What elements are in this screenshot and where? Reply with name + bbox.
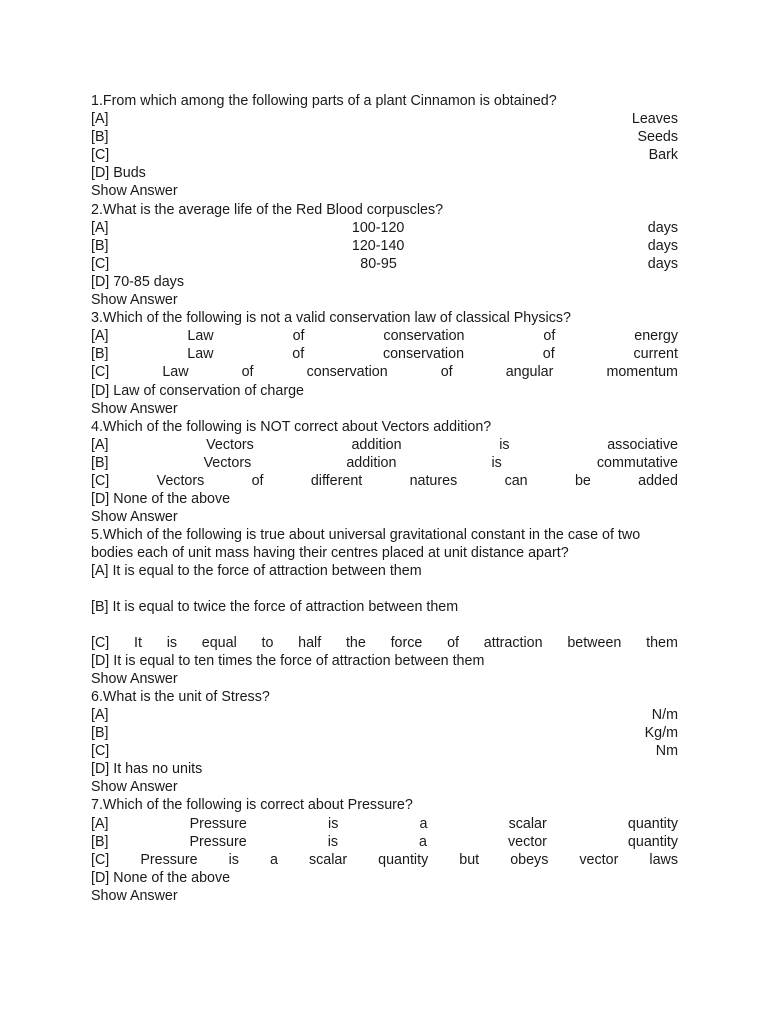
option-word: [A]	[91, 219, 109, 236]
q3-option-d: [D] Law of conservation of charge	[91, 382, 304, 399]
option-word: of	[543, 328, 556, 345]
option-word: of	[447, 634, 460, 651]
option-word: [A]	[91, 436, 109, 453]
question-3: 3.Which of the following is not a valid conservation law of classical Physics?	[91, 310, 571, 327]
option-word: 120-140	[351, 237, 405, 254]
option-word: is	[327, 833, 339, 850]
option-word: is	[499, 436, 510, 453]
q6-show-answer-link[interactable]: Show Answer	[91, 779, 178, 796]
option-word: half	[298, 634, 322, 651]
q3-option-c	[91, 363, 678, 381]
option-word: but	[459, 851, 480, 868]
q1-show-answer-link[interactable]: Show Answer	[91, 183, 178, 200]
option-word: [A]	[91, 328, 109, 345]
option-word: [C]	[91, 364, 110, 381]
option-word: Pressure	[140, 851, 198, 868]
q7-option-d: [D] None of the above	[91, 869, 231, 886]
option-word: conservation	[383, 328, 465, 345]
option-word: energy	[634, 328, 678, 345]
option-word: days	[647, 255, 678, 272]
q6-option-b	[91, 724, 678, 742]
question-7: 7.Which of the following is correct about Pressure?	[91, 797, 413, 814]
option-word: days	[647, 237, 678, 254]
q1-option-d: [D] Buds	[91, 165, 146, 182]
q1-option-b	[91, 128, 678, 146]
q7-option-b	[91, 833, 678, 851]
q5-option-a: [A] It is equal to the force of attraction between them	[91, 563, 422, 580]
q5-option-b: [B] It is equal to twice the force of attraction between them	[91, 599, 459, 616]
option-word: is	[491, 454, 502, 471]
option-word: momentum	[606, 364, 678, 381]
option-word: of	[440, 364, 453, 381]
option-word: of	[542, 346, 555, 363]
q2-option-a	[91, 219, 678, 237]
option-word: scalar	[508, 815, 547, 832]
q6-option-c	[91, 742, 678, 760]
option-word: of	[292, 328, 305, 345]
q7-option-a	[91, 815, 678, 833]
question-2: 2.What is the average life of the Red Blood corpuscles?	[91, 201, 444, 218]
option-word: laws	[649, 851, 678, 868]
q1-option-a	[91, 110, 678, 128]
option-word: of	[251, 472, 264, 489]
option-word: current	[633, 346, 678, 363]
option-word: force	[390, 634, 423, 651]
option-word: scalar	[308, 851, 348, 868]
option-word: a	[419, 833, 427, 850]
option-word: to	[261, 634, 274, 651]
option-word: be	[574, 472, 591, 489]
q4-option-c	[91, 472, 678, 490]
option-word: Law	[162, 364, 189, 381]
option-word: [B]	[91, 346, 109, 363]
option-word: [C]	[91, 147, 110, 164]
option-word: is	[166, 634, 178, 651]
option-word: of	[241, 364, 254, 381]
q6-option-d: [D] It has no units	[91, 761, 203, 778]
option-word: [A]	[91, 707, 109, 723]
q2-option-d: [D] 70-85 days	[91, 273, 184, 290]
option-word: Law	[187, 328, 214, 345]
option-word: conservation	[382, 346, 465, 363]
option-word: a	[269, 851, 278, 868]
q3-option-b	[91, 345, 678, 363]
option-word: Pressure	[189, 815, 247, 832]
option-word: quantity	[627, 833, 678, 850]
option-word: [B]	[91, 129, 109, 146]
option-word: quantity	[627, 815, 678, 832]
option-word: natures	[409, 472, 458, 489]
q7-show-answer-link[interactable]: Show Answer	[91, 887, 178, 904]
option-word: Law	[187, 346, 214, 363]
option-word: obeys	[510, 851, 549, 868]
option-word: quantity	[378, 851, 429, 868]
q4-option-d: [D] None of the above	[91, 491, 231, 508]
option-word: Seeds	[637, 129, 678, 146]
option-word: [C]	[91, 851, 110, 868]
q2-option-b	[91, 237, 678, 255]
option-word: addition	[351, 436, 402, 453]
option-word: [B]	[91, 833, 109, 850]
option-word: [B]	[91, 237, 109, 254]
option-word: Leaves	[631, 111, 678, 128]
option-word: [C]	[91, 634, 110, 651]
quiz-document	[91, 92, 678, 905]
option-word: is	[328, 815, 339, 832]
option-word: It	[134, 634, 142, 651]
option-word: [A]	[91, 815, 109, 832]
q5-option-c	[91, 634, 678, 652]
question-1: 1.From which among the following parts of a plant Cinnamon is obtained?	[91, 93, 557, 109]
option-word: Kg/m	[644, 725, 678, 742]
question-6: 6.What is the unit of Stress?	[91, 688, 270, 705]
option-word: angular	[505, 364, 554, 381]
q4-show-answer-link[interactable]: Show Answer	[91, 509, 178, 526]
option-word: commutative	[596, 454, 678, 471]
option-word: different	[310, 472, 363, 489]
option-word: Bark	[648, 147, 678, 164]
option-word: is	[228, 851, 239, 868]
question-4: 4.Which of the following is NOT correct about Vectors addition?	[91, 418, 492, 435]
q5-option-d: [D] It is equal to ten times the force of attraction between them	[91, 652, 485, 669]
option-word: equal	[201, 634, 237, 651]
option-word: Nm	[655, 743, 678, 760]
option-word: Pressure	[189, 833, 247, 850]
option-word: conservation	[306, 364, 388, 381]
option-word: them	[646, 634, 678, 651]
option-word: a	[419, 815, 428, 832]
option-word: between	[567, 634, 622, 651]
option-word: 100-120	[351, 219, 405, 236]
option-word: [B]	[91, 725, 109, 742]
option-word: [C]	[91, 255, 110, 272]
option-word: can	[504, 472, 528, 489]
option-word: associative	[607, 436, 678, 453]
q7-option-c	[91, 851, 678, 869]
option-word: N/m	[651, 707, 678, 723]
q2-option-c	[91, 255, 678, 273]
q4-option-b	[91, 454, 678, 472]
option-word: vector	[507, 833, 547, 850]
option-word: Vectors	[206, 436, 254, 453]
q1-option-c	[91, 146, 678, 164]
option-word: of	[292, 346, 305, 363]
q4-option-a	[91, 436, 678, 454]
option-word: [B]	[91, 454, 109, 471]
option-word: the	[345, 634, 366, 651]
question-5-line-2: bodies each of unit mass having their centres placed at unit distance apart?	[91, 545, 569, 562]
option-word: Vectors	[203, 454, 252, 471]
option-word: attraction	[483, 634, 543, 651]
option-word: Vectors	[156, 472, 205, 489]
option-word: 80-95	[360, 255, 397, 272]
option-word: [C]	[91, 472, 110, 489]
option-word: [A]	[91, 111, 109, 128]
option-word: [C]	[91, 743, 110, 760]
q2-show-answer-link[interactable]: Show Answer	[91, 292, 178, 309]
question-5-line-1: 5.Which of the following is true about universal gravitational constant in the case of two	[91, 527, 641, 544]
option-word: addition	[346, 454, 397, 471]
q6-option-a	[91, 706, 678, 724]
option-word: vector	[579, 851, 619, 868]
q5-show-answer-link[interactable]: Show Answer	[91, 670, 178, 687]
q3-option-a	[91, 327, 678, 345]
q3-show-answer-link[interactable]: Show Answer	[91, 400, 178, 417]
option-word: days	[647, 219, 678, 236]
option-word: added	[638, 472, 678, 489]
